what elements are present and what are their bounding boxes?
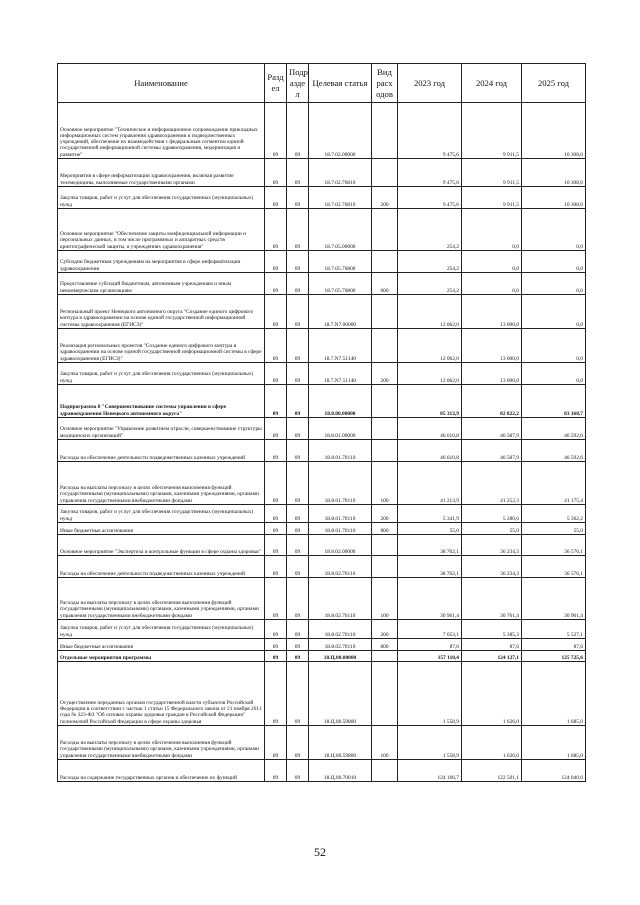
table-row <box>58 103 586 159</box>
table-cell-name: Отдельные мероприятия программы <box>58 651 265 662</box>
table-cell-2023: 12 062,0 <box>398 329 462 363</box>
table-cell-section: 09 <box>265 535 287 556</box>
table-cell-target-article: 18.7.02.76810 <box>309 187 372 209</box>
table-cell-2023: 254,2 <box>398 209 462 251</box>
budget-table <box>57 63 586 782</box>
table-cell-2023: 254,2 <box>398 251 462 273</box>
header-section: Разд ел <box>265 64 287 103</box>
table-cell-section: 09 <box>265 523 287 535</box>
table-cell-section: 09 <box>265 556 287 578</box>
table-cell-2024: 87,6 <box>462 639 522 651</box>
table-cell-2024: 1 626,0 <box>462 662 522 726</box>
table-row <box>58 662 586 726</box>
table-cell-2025: 125 725,6 <box>522 651 586 662</box>
table-cell-subsection: 09 <box>287 251 309 273</box>
table-cell-2023: 1 558,9 <box>398 726 462 760</box>
table-row <box>58 556 586 578</box>
table-row <box>58 620 586 639</box>
page-number: 52 <box>314 845 326 859</box>
table-cell-subsection: 09 <box>287 726 309 760</box>
table-cell-expense-type: 200 <box>372 187 398 209</box>
table-cell-2025: 30 961,4 <box>522 578 586 620</box>
table-cell-expense-type <box>372 295 398 329</box>
table-cell-2024: 46 587,9 <box>462 418 522 440</box>
table-header-row <box>58 64 586 103</box>
table-cell-name: Подпрограмма 8 "Совершенствование системы управления в сфере здравоохранения Ненецкого автономного округа" <box>58 385 265 418</box>
table-cell-subsection: 09 <box>287 620 309 639</box>
table-cell-2024: 46 587,9 <box>462 440 522 462</box>
table-cell-2024: 9 911,5 <box>462 187 522 209</box>
table-cell-2024: 0,0 <box>462 209 522 251</box>
table-cell-target-article: 18.7.05.00000 <box>309 209 372 251</box>
table-cell-target-article: 18.7.N7.51140 <box>309 363 372 385</box>
table-cell-expense-type <box>372 159 398 187</box>
table-cell-subsection: 09 <box>287 295 309 329</box>
table-cell-2024: 13 000,0 <box>462 363 522 385</box>
table-cell-2023: 1 558,9 <box>398 662 462 726</box>
table-cell-2025: 55,0 <box>522 523 586 535</box>
table-cell-expense-type: 800 <box>372 523 398 535</box>
table-cell-2023: 87,6 <box>398 639 462 651</box>
table-cell-2025: 41 175,4 <box>522 462 586 505</box>
table-cell-2024: 0,0 <box>462 251 522 273</box>
table-cell-target-article: 18.8.01.70110 <box>309 523 372 535</box>
table-cell-name: Мероприятия в сфере информатизации здравоохранения, включая развитие телемедицины, выполняемые государственными органами <box>58 159 265 187</box>
table-cell-target-article: 18.Ц.00.70010 <box>309 760 372 782</box>
table-cell-expense-type <box>372 651 398 662</box>
table-cell-subsection: 09 <box>287 462 309 505</box>
table-cell-section: 09 <box>265 440 287 462</box>
table-row <box>58 385 586 418</box>
header-subsection: Подр азде л <box>287 64 309 103</box>
table-cell-2025: 0,0 <box>522 295 586 329</box>
table-cell-2025: 0,0 <box>522 251 586 273</box>
table-cell-2024: 13 000,0 <box>462 329 522 363</box>
table-cell-2023: 124 166,7 <box>398 760 462 782</box>
table-cell-2025: 36 576,1 <box>522 556 586 578</box>
table-cell-section: 09 <box>265 273 287 295</box>
table-cell-expense-type <box>372 103 398 159</box>
table-cell-2025: 10 308,0 <box>522 187 586 209</box>
table-cell-target-article: 18.Ц.00.00000 <box>309 651 372 662</box>
table-cell-target-article: 18.8.02.00000 <box>309 535 372 556</box>
table-cell-name: Предоставление субсидий бюджетным, автономным учреждениям и иным некоммерческим организациям <box>58 273 265 295</box>
table-cell-2023: 85 312,9 <box>398 385 462 418</box>
table-cell-section: 09 <box>265 159 287 187</box>
table-cell-2024: 0,0 <box>462 273 522 295</box>
table-row <box>58 159 586 187</box>
table-cell-name: Региональный проект Ненецкого автономного округа "Создание единого цифрового контура в здравоохранении на основе единой государственной информационной системы здравоохранения (ЕГИСЗ)" <box>58 295 265 329</box>
table-cell-expense-type <box>372 556 398 578</box>
table-cell-2024: 30 761,4 <box>462 578 522 620</box>
table-row <box>58 295 586 329</box>
table-cell-2023: 9 475,6 <box>398 187 462 209</box>
table-cell-2024: 55,0 <box>462 523 522 535</box>
header-year-2024: 2024 год <box>462 64 522 103</box>
table-cell-expense-type: 100 <box>372 578 398 620</box>
table-cell-subsection: 09 <box>287 187 309 209</box>
table-cell-target-article: 18.7.N7.51140 <box>309 329 372 363</box>
table-cell-2023: 12 062,0 <box>398 295 462 329</box>
table-row <box>58 251 586 273</box>
table-cell-target-article: 18.7.05.76800 <box>309 273 372 295</box>
table-cell-subsection: 09 <box>287 385 309 418</box>
table-cell-target-article: 18.8.01.70110 <box>309 505 372 523</box>
table-cell-2025: 83 168,7 <box>522 385 586 418</box>
table-cell-expense-type <box>372 535 398 556</box>
table-cell-2025: 0,0 <box>522 329 586 363</box>
table-cell-name: Основное мероприятие "Экспертиза и контрольные функции в сфере охраны здоровья" <box>58 535 265 556</box>
table-cell-expense-type <box>372 251 398 273</box>
table-cell-section: 09 <box>265 639 287 651</box>
table-cell-section: 09 <box>265 329 287 363</box>
table-row <box>58 760 586 782</box>
table-cell-subsection: 09 <box>287 273 309 295</box>
table-cell-expense-type: 100 <box>372 726 398 760</box>
table-cell-2024: 41 252,3 <box>462 462 522 505</box>
table-cell-expense-type: 200 <box>372 363 398 385</box>
table-cell-2023: 5 341,9 <box>398 505 462 523</box>
table-body <box>58 103 586 782</box>
table-cell-target-article: 18.7.05.76800 <box>309 251 372 273</box>
table-cell-2023: 41 213,9 <box>398 462 462 505</box>
table-cell-target-article: 18.8.00.00000 <box>309 385 372 418</box>
table-cell-target-article: 18.7.02.76810 <box>309 159 372 187</box>
table-row <box>58 418 586 440</box>
table-cell-2023: 157 110,4 <box>398 651 462 662</box>
table-cell-2025: 0,0 <box>522 209 586 251</box>
table-cell-name: Расходы на обеспечение деятельности подведомственных казенных учреждений <box>58 440 265 462</box>
table-cell-2025: 46 592,6 <box>522 418 586 440</box>
table-cell-name: Расходы на выплаты персоналу в целях обеспечения выполнения функций государственными (муниципальными) органами, казенными учреждениями, органами управления государственными внебюджетными фондами <box>58 726 265 760</box>
header-year-2025: 2025 год <box>522 64 586 103</box>
table-cell-section: 09 <box>265 363 287 385</box>
table-row <box>58 273 586 295</box>
table-cell-section: 09 <box>265 760 287 782</box>
table-cell-section: 09 <box>265 418 287 440</box>
table-cell-name: Основное мероприятие "Управление развитием отрасли, совершенствование структуры медицинских организаций" <box>58 418 265 440</box>
table-cell-2025: 0,0 <box>522 273 586 295</box>
table-cell-2023: 38 702,1 <box>398 556 462 578</box>
table-cell-target-article: 18.7.N7.00000 <box>309 295 372 329</box>
table-cell-2023: 12 062,0 <box>398 363 462 385</box>
table-cell-section: 09 <box>265 187 287 209</box>
table-cell-2025: 36 576,1 <box>522 535 586 556</box>
table-cell-subsection: 09 <box>287 651 309 662</box>
table-cell-2024: 5 280,6 <box>462 505 522 523</box>
table-cell-2024: 9 911,5 <box>462 159 522 187</box>
table-row <box>58 462 586 505</box>
table-cell-expense-type: 600 <box>372 273 398 295</box>
table-cell-subsection: 09 <box>287 159 309 187</box>
table-cell-subsection: 09 <box>287 418 309 440</box>
table-row <box>58 363 586 385</box>
table-cell-section: 09 <box>265 385 287 418</box>
table-cell-expense-type: 800 <box>372 639 398 651</box>
table-cell-2023: 9 475,6 <box>398 103 462 159</box>
table-cell-target-article: 18.8.02.70110 <box>309 578 372 620</box>
table-cell-2024: 122 501,1 <box>462 760 522 782</box>
table-cell-name: Осуществление переданных органам государственной власти субъектов Российской Федерации в соответствии с частью 1 статьи 15 Федерального закона от 21 ноября 2011 года № 323-ФЗ "Об основах охраны здоровья граждан в Российской Федерации" полномочий Российской Федерации в сфере охраны здоровья <box>58 662 265 726</box>
table-cell-section: 09 <box>265 505 287 523</box>
table-cell-target-article: 18.8.02.70110 <box>309 620 372 639</box>
table-cell-subsection: 09 <box>287 363 309 385</box>
table-cell-subsection: 09 <box>287 760 309 782</box>
table-cell-name: Расходы на выплаты персоналу в целях обеспечения выполнения функций государственными (муниципальными) органами, казенными учреждениями, органами управления государственными внебюджетными фондами <box>58 578 265 620</box>
table-cell-2025: 46 592,6 <box>522 440 586 462</box>
table-cell-expense-type <box>372 209 398 251</box>
table-cell-2024: 36 234,3 <box>462 556 522 578</box>
header-target-article: Целевая статья <box>309 64 372 103</box>
table-cell-expense-type <box>372 418 398 440</box>
table-cell-name: Иные бюджетные ассигнования <box>58 639 265 651</box>
table-cell-expense-type: 200 <box>372 505 398 523</box>
table-cell-name: Основное мероприятие "Техническое и информационное сопровождение прикладных информационных систем управления здравоохранения и подведомственных учреждений, обеспечение их взаимодействия с федеральным сегментом единой государственной информационной системы здравоохранения, модернизация и развитие" <box>58 103 265 159</box>
table-cell-section: 09 <box>265 103 287 159</box>
table-cell-expense-type <box>372 329 398 363</box>
table-cell-target-article: 18.8.02.70110 <box>309 639 372 651</box>
table-cell-2023: 38 702,1 <box>398 535 462 556</box>
table-cell-section: 09 <box>265 462 287 505</box>
table-cell-2023: 254,2 <box>398 273 462 295</box>
table-cell-2025: 10 308,0 <box>522 159 586 187</box>
table-cell-2024: 82 822,2 <box>462 385 522 418</box>
table-cell-name: Закупка товаров, работ и услуг для обеспечения государственных (муниципальных) нужд <box>58 187 265 209</box>
table-cell-2025: 1 685,0 <box>522 662 586 726</box>
table-cell-2025: 1 685,0 <box>522 726 586 760</box>
table-cell-name: Расходы на обеспечение деятельности подведомственных казенных учреждений <box>58 556 265 578</box>
table-cell-section: 09 <box>265 295 287 329</box>
table-cell-name: Расходы на содержание государственных органов и обеспечение их функций <box>58 760 265 782</box>
table-cell-subsection: 09 <box>287 523 309 535</box>
table-row <box>58 639 586 651</box>
table-cell-2024: 9 911,5 <box>462 103 522 159</box>
table-cell-expense-type <box>372 385 398 418</box>
table-cell-expense-type <box>372 760 398 782</box>
table-cell-target-article: 18.8.01.70110 <box>309 440 372 462</box>
table-cell-2023: 55,0 <box>398 523 462 535</box>
table-cell-name: Закупка товаров, работ и услуг для обеспечения государственных (муниципальных) нужд <box>58 620 265 639</box>
table-cell-expense-type <box>372 440 398 462</box>
table-row <box>58 209 586 251</box>
table-cell-2023: 46 610,8 <box>398 418 462 440</box>
table-cell-section: 09 <box>265 578 287 620</box>
table-cell-2024: 13 000,0 <box>462 295 522 329</box>
table-cell-2025: 0,0 <box>522 363 586 385</box>
table-cell-subsection: 09 <box>287 329 309 363</box>
table-cell-target-article: 18.Ц.00.59800 <box>309 662 372 726</box>
table-cell-target-article: 18.8.01.00000 <box>309 418 372 440</box>
table-cell-subsection: 09 <box>287 639 309 651</box>
table-cell-2025: 10 308,0 <box>522 103 586 159</box>
table-cell-subsection: 09 <box>287 505 309 523</box>
table-cell-2025: 5 362,2 <box>522 505 586 523</box>
table-cell-subsection: 09 <box>287 209 309 251</box>
table-cell-expense-type: 200 <box>372 620 398 639</box>
header-year-2023: 2023 год <box>398 64 462 103</box>
table-row <box>58 523 586 535</box>
table-cell-subsection: 09 <box>287 440 309 462</box>
table-cell-section: 09 <box>265 620 287 639</box>
table-row <box>58 535 586 556</box>
table-row <box>58 651 586 662</box>
table-cell-name: Иные бюджетные ассигнования <box>58 523 265 535</box>
table-cell-2023: 46 610,8 <box>398 440 462 462</box>
table-cell-2023: 7 653,1 <box>398 620 462 639</box>
table-row <box>58 726 586 760</box>
table-cell-2024: 5 385,3 <box>462 620 522 639</box>
table-cell-2025: 124 040,6 <box>522 760 586 782</box>
table-row <box>58 505 586 523</box>
table-cell-subsection: 09 <box>287 662 309 726</box>
table-cell-2023: 30 961,4 <box>398 578 462 620</box>
table-cell-name: Расходы на выплаты персоналу в целях обеспечения выполнения функций государственными (муниципальными) органами, казенными учреждениями, органами управления государственными внебюджетными фондами <box>58 462 265 505</box>
table-cell-name: Реализация региональных проектов "Создание единого цифрового контура в здравоохранении на основе единой государственной информационной системы в сфере здравоохранения (ЕГИСЗ)" <box>58 329 265 363</box>
header-expense-type: Вид расх одов <box>372 64 398 103</box>
table-cell-2024: 36 234,3 <box>462 535 522 556</box>
table-cell-section: 09 <box>265 209 287 251</box>
table-cell-target-article: 18.7.02.00000 <box>309 103 372 159</box>
table-cell-target-article: 18.Ц.00.59800 <box>309 726 372 760</box>
table-cell-target-article: 18.8.01.70110 <box>309 462 372 505</box>
table-cell-subsection: 09 <box>287 535 309 556</box>
table-cell-section: 09 <box>265 662 287 726</box>
table-cell-expense-type <box>372 662 398 726</box>
table-cell-subsection: 09 <box>287 578 309 620</box>
table-row <box>58 440 586 462</box>
table-cell-name: Закупка товаров, работ и услуг для обеспечения государственных (муниципальных) нужд <box>58 363 265 385</box>
table-cell-subsection: 09 <box>287 556 309 578</box>
header-name: Наименование <box>58 64 265 103</box>
table-cell-section: 09 <box>265 251 287 273</box>
table-cell-name: Субсидии бюджетным учреждениям на мероприятия в сфере информатизации здравоохранения <box>58 251 265 273</box>
table-cell-name: Закупка товаров, работ и услуг для обеспечения государственных (муниципальных) нужд <box>58 505 265 523</box>
table-cell-2024: 1 626,0 <box>462 726 522 760</box>
table-row <box>58 578 586 620</box>
table-cell-subsection: 09 <box>287 103 309 159</box>
table-row <box>58 329 586 363</box>
table-cell-2024: 124 127,1 <box>462 651 522 662</box>
table-cell-expense-type: 100 <box>372 462 398 505</box>
table-cell-2023: 9 475,6 <box>398 159 462 187</box>
table-cell-target-article: 18.8.02.70110 <box>309 556 372 578</box>
table-cell-2025: 5 527,1 <box>522 620 586 639</box>
table-cell-section: 09 <box>265 726 287 760</box>
table-cell-2025: 87,6 <box>522 639 586 651</box>
table-cell-name: Основное мероприятие "Обеспечение защиты конфиденциальной информации и персональных данных, в том числе программных и аппаратных средств криптографической защиты, в учреждениях здравоохранения" <box>58 209 265 251</box>
table-cell-section: 09 <box>265 651 287 662</box>
table-row <box>58 187 586 209</box>
